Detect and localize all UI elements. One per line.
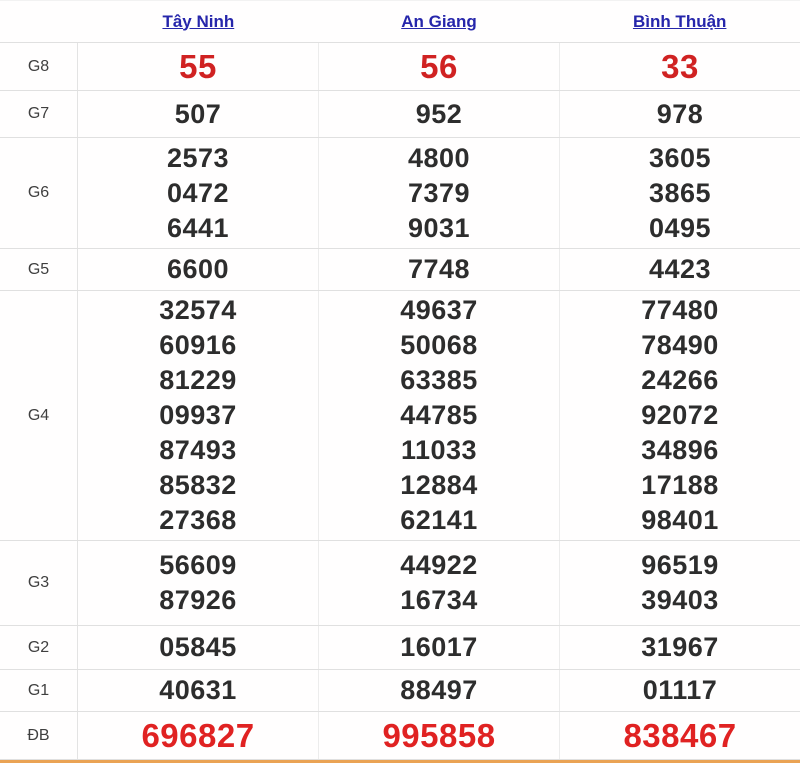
lottery-number: 6441 xyxy=(166,212,230,243)
prize-numbers-cell xyxy=(78,712,318,759)
lottery-number: 87493 xyxy=(159,435,237,465)
lottery-number: 01117 xyxy=(642,675,718,705)
lottery-number: 17188 xyxy=(641,470,719,500)
prize-numbers-cell xyxy=(318,626,559,669)
lottery-number: 4423 xyxy=(648,254,712,284)
prize-numbers-cell xyxy=(559,626,800,669)
prize-numbers-cell xyxy=(78,91,318,137)
lottery-number: 978 xyxy=(656,98,704,129)
prize-numbers-cell xyxy=(318,138,559,248)
prize-numbers-cell xyxy=(318,43,559,90)
prize-label: G8 xyxy=(0,43,78,90)
prize-label: G1 xyxy=(0,670,78,711)
lottery-number: 77480 xyxy=(641,295,719,325)
lottery-number: 62141 xyxy=(400,505,478,535)
lottery-number: 995858 xyxy=(382,716,496,754)
lottery-number: 2573 xyxy=(166,142,230,173)
prize-row xyxy=(0,626,800,670)
lottery-number: 92072 xyxy=(641,400,719,430)
prize-numbers-cell xyxy=(559,291,800,540)
prize-numbers-cell xyxy=(78,43,318,90)
province-header-row xyxy=(0,1,800,43)
lottery-number: 96519 xyxy=(641,550,719,580)
lottery-number: 12884 xyxy=(400,470,478,500)
lottery-number: 63385 xyxy=(400,365,478,395)
lottery-number: 11033 xyxy=(400,435,478,465)
lottery-number: 0495 xyxy=(648,212,712,243)
prize-row xyxy=(0,138,800,249)
lottery-number: 81229 xyxy=(159,365,237,395)
prize-numbers-cell xyxy=(78,291,318,540)
lottery-number: 16017 xyxy=(400,632,478,662)
lottery-number: 4800 xyxy=(407,142,471,173)
lottery-number: 39403 xyxy=(641,585,719,615)
header-cell-tay-ninh xyxy=(78,1,319,42)
lottery-number: 56609 xyxy=(159,550,237,580)
lottery-number: 33 xyxy=(661,47,699,85)
lottery-number: 56 xyxy=(420,47,458,85)
lottery-number: 50068 xyxy=(400,330,478,360)
prize-numbers-cell xyxy=(78,249,318,290)
lottery-number: 7379 xyxy=(407,177,471,208)
prize-row xyxy=(0,291,800,541)
prize-numbers-cell xyxy=(78,541,318,625)
bottom-orange-divider xyxy=(0,760,800,763)
prize-row xyxy=(0,541,800,626)
lottery-number: 507 xyxy=(174,98,222,129)
lottery-number: 09937 xyxy=(159,400,237,430)
lottery-number: 60916 xyxy=(159,330,237,360)
prize-row xyxy=(0,43,800,91)
province-link-tay-ninh[interactable]: Tây Ninh xyxy=(162,11,235,31)
prize-label: G6 xyxy=(0,138,78,248)
lottery-number: 32574 xyxy=(159,295,237,325)
prize-numbers-cell xyxy=(559,91,800,137)
prize-numbers-cell xyxy=(78,670,318,711)
lottery-number: 98401 xyxy=(641,505,719,535)
prize-numbers-cell xyxy=(318,249,559,290)
prize-label: G2 xyxy=(0,626,78,669)
lottery-number: 3865 xyxy=(648,177,712,208)
prize-numbers-cell xyxy=(559,670,800,711)
lottery-number: 7748 xyxy=(407,254,471,284)
lottery-number: 9031 xyxy=(407,212,471,243)
prize-label: ĐB xyxy=(0,712,78,759)
prize-numbers-cell xyxy=(559,712,800,759)
header-cell-binh-thuan xyxy=(559,1,800,42)
prize-numbers-cell xyxy=(318,712,559,759)
prize-label: G4 xyxy=(0,291,78,540)
lottery-number: 49637 xyxy=(400,295,478,325)
prize-numbers-cell xyxy=(318,91,559,137)
lottery-number: 05845 xyxy=(159,632,237,662)
lottery-number: 6600 xyxy=(166,254,230,284)
lottery-number: 85832 xyxy=(159,470,237,500)
prize-numbers-cell xyxy=(559,43,800,90)
prize-numbers-cell xyxy=(78,626,318,669)
lottery-number: 3605 xyxy=(648,142,712,173)
prize-numbers-cell xyxy=(318,541,559,625)
prize-numbers-cell xyxy=(78,138,318,248)
lottery-number: 87926 xyxy=(159,585,237,615)
lottery-number: 24266 xyxy=(641,365,719,395)
prize-row xyxy=(0,712,800,760)
prize-row xyxy=(0,91,800,138)
lottery-number: 31967 xyxy=(641,632,719,662)
prize-label: G7 xyxy=(0,91,78,137)
prize-numbers-cell xyxy=(559,138,800,248)
lottery-number: 88497 xyxy=(400,675,478,705)
lottery-number: 44785 xyxy=(400,400,478,430)
prize-row xyxy=(0,249,800,291)
lottery-number: 44922 xyxy=(400,550,478,580)
lottery-number: 27368 xyxy=(159,505,237,535)
province-link-an-giang[interactable]: An Giang xyxy=(401,11,477,31)
prize-numbers-cell xyxy=(559,249,800,290)
lottery-number: 838467 xyxy=(623,716,737,754)
header-cell-an-giang xyxy=(319,1,560,42)
prize-label: G3 xyxy=(0,541,78,625)
lottery-number: 0472 xyxy=(166,177,230,208)
prize-numbers-cell xyxy=(559,541,800,625)
lottery-number: 55 xyxy=(179,47,217,85)
prize-numbers-cell xyxy=(318,670,559,711)
header-corner-cell xyxy=(0,1,78,42)
lottery-number: 34896 xyxy=(641,435,719,465)
prize-row xyxy=(0,670,800,712)
province-link-binh-thuan[interactable]: Bình Thuận xyxy=(632,11,727,31)
lottery-number: 78490 xyxy=(641,330,719,360)
prize-numbers-cell xyxy=(318,291,559,540)
lottery-number: 952 xyxy=(415,98,463,129)
lottery-number: 16734 xyxy=(400,585,478,615)
prize-label: G5 xyxy=(0,249,78,290)
lottery-number: 696827 xyxy=(141,716,255,754)
lottery-number: 40631 xyxy=(159,675,237,705)
